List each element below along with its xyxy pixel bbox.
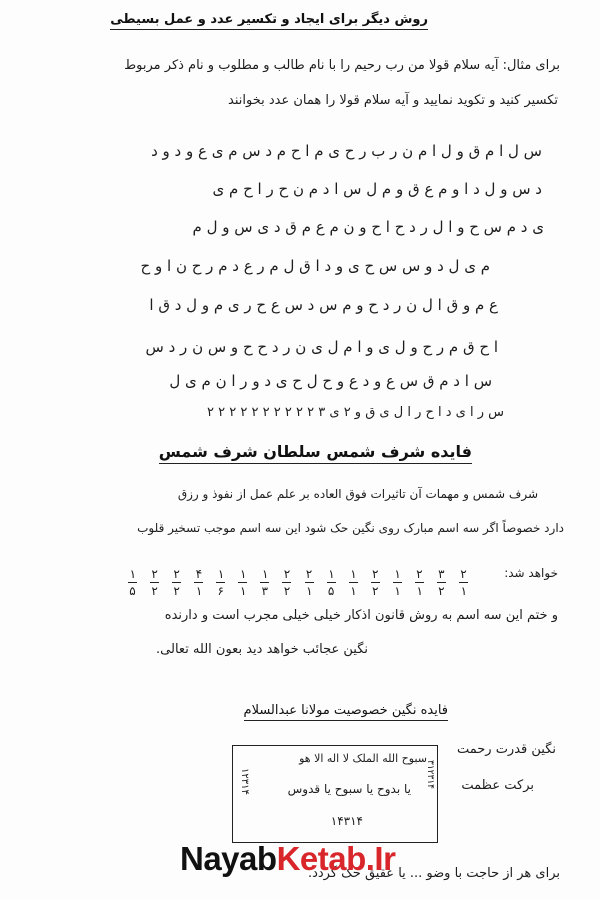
- fraction-10: [327, 568, 336, 597]
- fraction-numerator: ۱: [239, 566, 247, 581]
- ring-line-2: یا بدوح یا سبوح یا قدوس: [287, 782, 411, 796]
- ring-line-1: سبوح الله الملک لا اله الا هو: [299, 752, 427, 765]
- fraction-3: [172, 568, 181, 597]
- fraction-5: [216, 568, 225, 597]
- ring-numbers: ۱۴۳۱۴: [330, 814, 363, 828]
- fraction-sequence: [128, 564, 468, 600]
- section-line-3: خواهد شد:: [504, 566, 558, 580]
- fraction-numerator: ۱: [128, 566, 137, 581]
- fraction-bar: [393, 582, 402, 583]
- fraction-denominator: ۱: [195, 583, 203, 598]
- ring-side-right: ۳۱۲۳۱۴: [425, 760, 435, 790]
- letter-row-6: ا ح ق م ر ح و ل ی و ا م ل ی ن ر د ح ح و س ن ر د س: [145, 338, 498, 356]
- fraction-numerator: ۲: [283, 566, 291, 581]
- fraction-denominator: ۵: [128, 583, 137, 598]
- side-note-1: نگین قدرت رحمت: [456, 742, 556, 757]
- ring-side-left: ۱۲۳۱۴: [239, 768, 250, 795]
- fraction-15: [437, 568, 446, 597]
- closing-line-2: نگین عجائب خواهد دید بعون الله تعالی.: [156, 642, 368, 657]
- fraction-denominator: ۲: [283, 583, 291, 598]
- watermark-part-1: Nayab: [180, 840, 277, 877]
- fraction-denominator: ۱: [349, 583, 357, 598]
- watermark-part-2: Ketab.Ir: [276, 840, 396, 877]
- fraction-numerator: ۱: [349, 566, 357, 581]
- fraction-bar: [260, 582, 269, 583]
- letter-row-7: س ا د م ق س ع و د ع و ح ل ح ی د و ر ا ن م ی ل: [169, 372, 492, 390]
- fraction-bar: [194, 582, 203, 583]
- fraction-14: [415, 568, 424, 597]
- fraction-16: [459, 568, 468, 597]
- bottom-line: برای هر از حاجت با وضو ... یا عقیق حک گردد.: [307, 866, 560, 881]
- section-title: فایده شرف شمس سلطان شرف شمس: [159, 442, 472, 464]
- letter-row-2: د س و ل د ا و م ع ق و م ل س ا د م ن ح ر ا ح م ی: [212, 180, 542, 198]
- fraction-bar: [128, 582, 137, 583]
- fraction-numerator: ۱: [261, 566, 269, 581]
- fraction-numerator: ۲: [150, 566, 159, 581]
- section-line-1: شرف شمس و مهمات آن تاثیرات فوق العاده بر علم عمل از نفوذ و رزق: [177, 487, 538, 501]
- fraction-2: [150, 568, 159, 597]
- intro-line-2: تکسیر کنید و تکوید نمایید و آیه سلام قولا را همان عدد بخوانند: [228, 93, 558, 108]
- fraction-bar: [282, 582, 291, 583]
- fraction-bar: [415, 582, 424, 583]
- watermark-logo: [180, 840, 395, 878]
- fraction-numerator: ۱: [393, 566, 401, 581]
- fraction-denominator: ۶: [217, 583, 225, 598]
- intro-line-1: برای مثال: آیه سلام قولا من رب رحیم را با نام طالب و مطلوب و نام ذکر مربوط: [124, 58, 560, 73]
- fraction-8: [282, 568, 291, 597]
- ring-section-title: فایده نگین خصوصیت مولانا عبدالسلام: [244, 703, 448, 721]
- letter-row-3: ی د م س ح و ا ل ر د ح ا ح و ن م ع م ق د ی س و ل م: [192, 218, 544, 236]
- fraction-denominator: ۵: [327, 583, 335, 598]
- fraction-numerator: ۲: [415, 566, 423, 581]
- fraction-6: [238, 568, 247, 597]
- letter-row-8: س ر ا ی د ا ح ر ا ل ی ق و ۲ ی ۳ ۲ ۲ ۲ ۲ ۲ ۲ ۲ ۲ ۲ ۲: [207, 405, 504, 420]
- section-line-2: دارد خصوصاً اگر سه اسم مبارک روی نگین حک شود این سه اسم موجب تسخیر قلوب: [137, 521, 564, 535]
- fraction-denominator: ۱: [305, 583, 313, 598]
- closing-line-1: و ختم این سه اسم به روش قانون اذکار خیلی خیلی مجرب است و دارنده: [164, 608, 558, 623]
- side-note-2: برکت عظمت: [461, 778, 534, 793]
- fraction-11: [349, 568, 358, 597]
- fraction-numerator: ۲: [305, 566, 313, 581]
- ring-inscription-box: [232, 745, 438, 843]
- fraction-numerator: ۳: [437, 566, 445, 581]
- fraction-bar: [437, 582, 446, 583]
- fraction-1: [128, 568, 137, 597]
- letter-row-1: س ل ا م ق و ل ا م ن ر ب ر ح ی م ا ح م د س م ی ع و د و د: [151, 142, 542, 160]
- fraction-denominator: ۱: [239, 583, 247, 598]
- fraction-12: [371, 568, 380, 597]
- fraction-bar: [216, 582, 225, 583]
- fraction-bar: [349, 582, 358, 583]
- letter-row-4: م ی ل د و س س ح ی و د ا ق ل م ر ع د م ر ح ن ا و ح: [140, 257, 490, 275]
- fraction-numerator: ۲: [173, 566, 181, 581]
- fraction-denominator: ۲: [371, 583, 379, 598]
- fraction-numerator: ۲: [371, 566, 379, 581]
- fraction-denominator: ۲: [173, 583, 181, 598]
- fraction-4: [194, 568, 203, 597]
- fraction-13: [393, 568, 402, 597]
- letter-row-5: ع م و ق ا ل ن ر د ح و م س د س ع ح ر ی م و ل د ق ا: [149, 296, 498, 314]
- fraction-denominator: ۲: [150, 583, 159, 598]
- fraction-denominator: ۱: [393, 583, 401, 598]
- fraction-numerator: ۲: [459, 566, 468, 581]
- fraction-bar: [305, 582, 314, 583]
- fraction-bar: [172, 582, 181, 583]
- fraction-denominator: ۱: [415, 583, 423, 598]
- fraction-9: [305, 568, 314, 597]
- fraction-denominator: ۳: [261, 583, 269, 598]
- fraction-bar: [371, 582, 380, 583]
- page-heading: روش دیگر برای ایجاد و تکسیر عدد و عمل بسیطی: [110, 12, 428, 30]
- fraction-numerator: ۴: [195, 566, 203, 581]
- fraction-bar: [327, 582, 336, 583]
- fraction-bar: [150, 582, 159, 583]
- fraction-denominator: ۱: [459, 583, 468, 598]
- fraction-numerator: ۱: [217, 566, 225, 581]
- fraction-bar: [459, 582, 468, 583]
- fraction-bar: [238, 582, 247, 583]
- fraction-7: [260, 568, 269, 597]
- fraction-numerator: ۱: [327, 566, 335, 581]
- fraction-denominator: ۲: [437, 583, 445, 598]
